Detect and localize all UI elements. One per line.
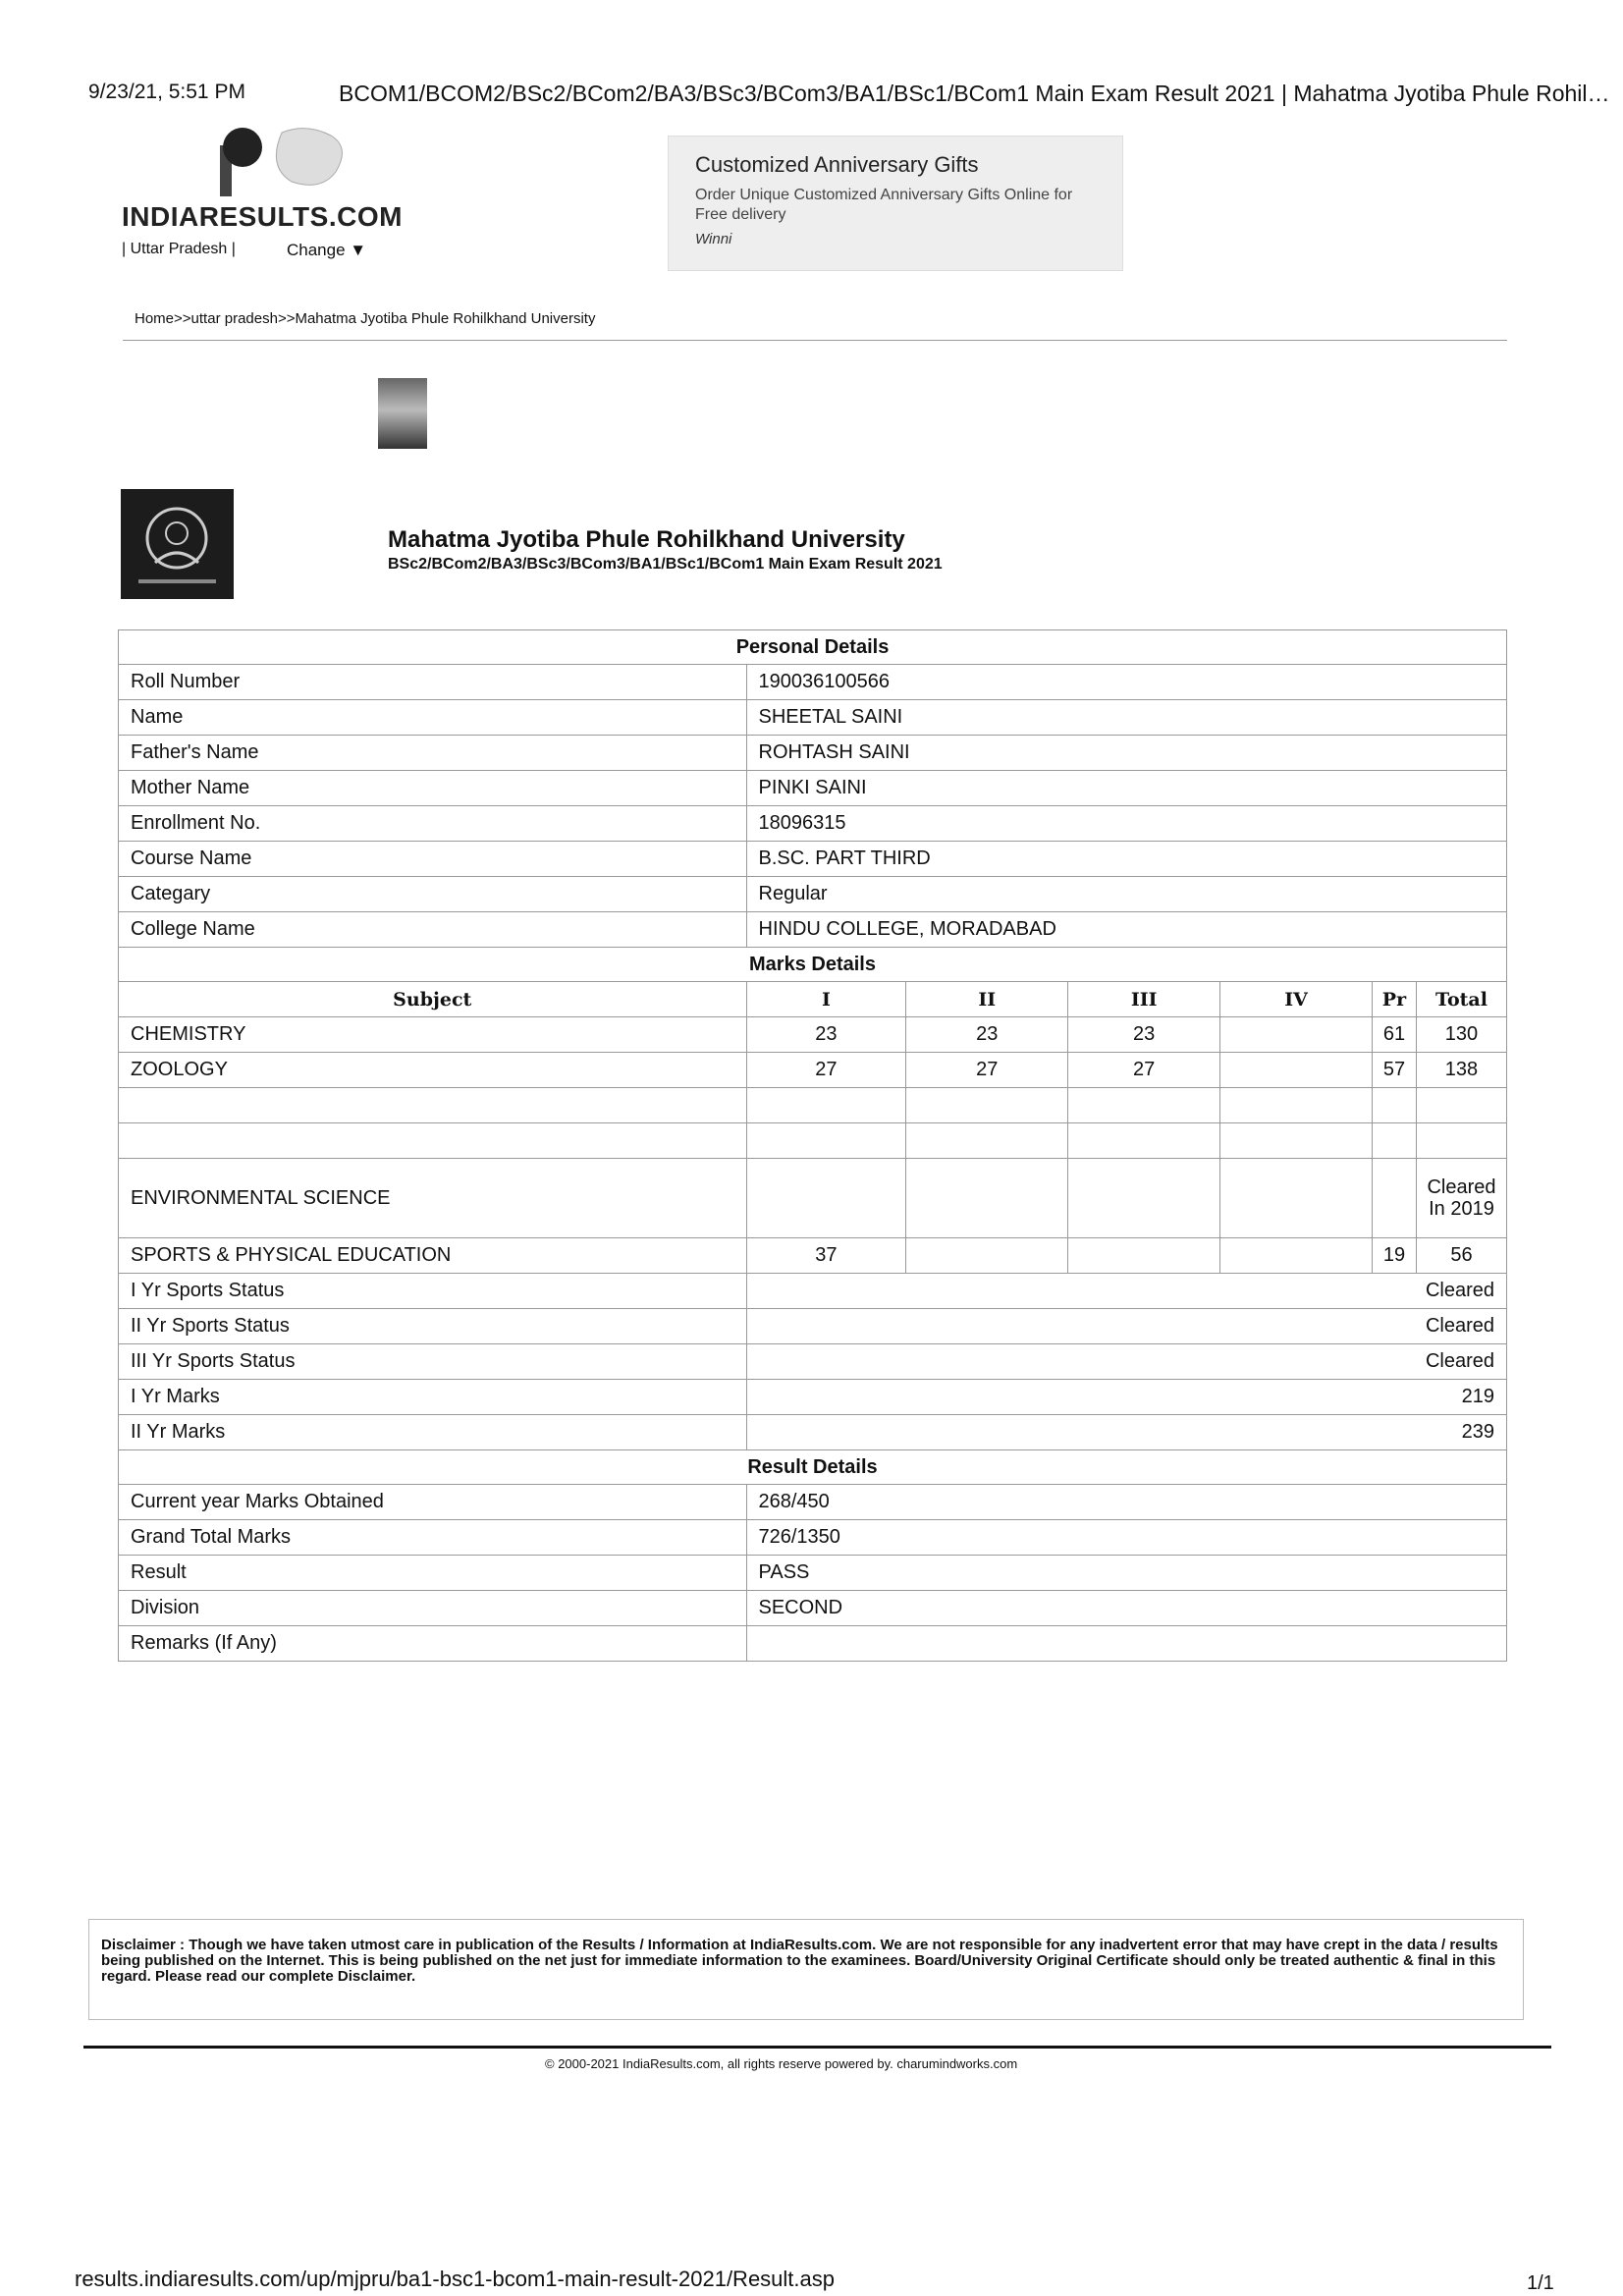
university-name: Mahatma Jyotiba Phule Rohilkhand University xyxy=(388,526,905,553)
total-cell xyxy=(1416,1088,1506,1123)
column-header: II xyxy=(906,982,1068,1017)
field-value: PASS xyxy=(746,1556,1507,1591)
subject-name xyxy=(119,1123,747,1159)
mark-cell: 19 xyxy=(1372,1238,1416,1274)
field-value: SECOND xyxy=(746,1591,1507,1626)
field-label: Name xyxy=(119,700,747,736)
mark-cell xyxy=(906,1088,1068,1123)
field-label: College Name xyxy=(119,912,747,948)
personal-row xyxy=(119,912,1507,948)
total-cell: 56 xyxy=(1416,1238,1506,1274)
personal-row xyxy=(119,700,1507,736)
mark-cell: 27 xyxy=(1068,1053,1220,1088)
result-row xyxy=(119,1485,1507,1520)
field-label: Grand Total Marks xyxy=(119,1520,747,1556)
mark-cell xyxy=(1220,1053,1373,1088)
field-value xyxy=(746,1626,1507,1662)
personal-row xyxy=(119,665,1507,700)
ad-text: Order Unique Customized Anniversary Gifts Online for Free delivery xyxy=(695,187,1073,223)
status-row xyxy=(119,1415,1507,1450)
state-label: | Uttar Pradesh | xyxy=(122,241,236,257)
status-row xyxy=(119,1380,1507,1415)
field-value: PINKI SAINI xyxy=(746,771,1507,806)
mark-cell xyxy=(1068,1159,1220,1238)
column-header: Subject xyxy=(119,982,747,1017)
result-row xyxy=(119,1626,1507,1662)
advertisement[interactable] xyxy=(668,136,1123,271)
mark-cell xyxy=(1220,1238,1373,1274)
field-label: Remarks (If Any) xyxy=(119,1626,747,1662)
field-label: I Yr Marks xyxy=(119,1380,747,1415)
mark-cell xyxy=(906,1159,1068,1238)
subject-row xyxy=(119,1088,1507,1123)
breadcrumb xyxy=(135,310,595,327)
field-value: Regular xyxy=(746,877,1507,912)
mark-cell xyxy=(1068,1238,1220,1274)
total-cell: Cleared In 2019 xyxy=(1416,1159,1506,1238)
subject-name xyxy=(119,1088,747,1123)
logo-text: INDIARESULTS.COM xyxy=(122,201,403,232)
field-label: Division xyxy=(119,1591,747,1626)
subject-row xyxy=(119,1123,1507,1159)
divider xyxy=(123,340,1507,341)
breadcrumb-separator: >> xyxy=(277,310,296,327)
subject-name: ENVIRONMENTAL SCIENCE xyxy=(119,1159,747,1238)
field-label: Current year Marks Obtained xyxy=(119,1485,747,1520)
field-label: Father's Name xyxy=(119,736,747,771)
result-row xyxy=(119,1556,1507,1591)
mark-cell: 23 xyxy=(1068,1017,1220,1053)
personal-row xyxy=(119,736,1507,771)
field-label: II Yr Sports Status xyxy=(119,1309,747,1344)
field-value: 18096315 xyxy=(746,806,1507,842)
total-cell: 130 xyxy=(1416,1017,1506,1053)
print-page-title: BCOM1/BCOM2/BSc2/BCom2/BA3/BSc3/BCom3/BA1/BSc1/BCom1 Main Exam Result 2021 | Mahatma Jyotiba Phule Rohil… xyxy=(339,81,1610,106)
ad-brand: Winni xyxy=(695,231,732,247)
mark-cell xyxy=(1372,1159,1416,1238)
field-value: HINDU COLLEGE, MORADABAD xyxy=(746,912,1507,948)
field-label: Enrollment No. xyxy=(119,806,747,842)
mark-cell xyxy=(1372,1123,1416,1159)
mark-cell xyxy=(1220,1159,1373,1238)
marks-header-row xyxy=(119,982,1507,1017)
mark-cell: 37 xyxy=(746,1238,906,1274)
mark-cell xyxy=(906,1238,1068,1274)
subject-name: SPORTS & PHYSICAL EDUCATION xyxy=(119,1238,747,1274)
subject-name: CHEMISTRY xyxy=(119,1017,747,1053)
personal-details-heading: Personal Details xyxy=(119,630,1507,665)
subject-row xyxy=(119,1053,1507,1088)
disclaimer-box xyxy=(88,1919,1524,2020)
field-label: I Yr Sports Status xyxy=(119,1274,747,1309)
print-page-number: 1/1 xyxy=(1527,2272,1554,2294)
mark-cell xyxy=(746,1088,906,1123)
mark-cell xyxy=(1068,1088,1220,1123)
field-value: 268/450 xyxy=(746,1485,1507,1520)
print-date: 9/23/21, 5:51 PM xyxy=(88,81,245,103)
subject-row xyxy=(119,1017,1507,1053)
status-row xyxy=(119,1309,1507,1344)
change-state-link[interactable]: Change ▼ xyxy=(287,241,367,259)
personal-row xyxy=(119,771,1507,806)
field-label: II Yr Marks xyxy=(119,1415,747,1450)
field-value: B.SC. PART THIRD xyxy=(746,842,1507,877)
result-details-heading: Result Details xyxy=(119,1450,1507,1485)
personal-row xyxy=(119,842,1507,877)
mark-cell: 27 xyxy=(906,1053,1068,1088)
column-header: III xyxy=(1068,982,1220,1017)
column-header: Total xyxy=(1416,982,1506,1017)
total-cell xyxy=(1416,1123,1506,1159)
footer-divider xyxy=(83,2046,1551,2049)
subject-name: ZOOLOGY xyxy=(119,1053,747,1088)
exam-title: BSc2/BCom2/BA3/BSc3/BCom3/BA1/BSc1/BCom1 Main Exam Result 2021 xyxy=(388,556,943,573)
field-value: 726/1350 xyxy=(746,1520,1507,1556)
field-label: Mother Name xyxy=(119,771,747,806)
field-label: Roll Number xyxy=(119,665,747,700)
breadcrumb-university[interactable]: Mahatma Jyotiba Phule Rohilkhand University xyxy=(295,310,596,327)
mark-cell xyxy=(746,1159,906,1238)
result-row xyxy=(119,1520,1507,1556)
subject-row xyxy=(119,1238,1507,1274)
field-label: Course Name xyxy=(119,842,747,877)
mark-cell xyxy=(1372,1088,1416,1123)
personal-row xyxy=(119,877,1507,912)
mark-cell: 27 xyxy=(746,1053,906,1088)
status-row xyxy=(119,1274,1507,1309)
column-header: I xyxy=(746,982,906,1017)
breadcrumb-home[interactable]: Home xyxy=(135,310,175,327)
mark-cell xyxy=(1220,1123,1373,1159)
field-value: Cleared xyxy=(746,1274,1507,1309)
column-header: IV xyxy=(1220,982,1373,1017)
mark-cell xyxy=(1220,1088,1373,1123)
copyright[interactable]: © 2000-2021 IndiaResults.com, all rights reserve powered by. charumindworks.com xyxy=(545,2056,1018,2071)
breadcrumb-separator: >> xyxy=(174,310,191,327)
field-value: 239 xyxy=(746,1415,1507,1450)
mark-cell: 61 xyxy=(1372,1017,1416,1053)
field-value: Cleared xyxy=(746,1344,1507,1380)
print-url: results.indiaresults.com/up/mjpru/ba1-bsc1-bcom1-main-result-2021/Result.asp xyxy=(75,2267,835,2291)
mark-cell: 57 xyxy=(1372,1053,1416,1088)
mark-cell xyxy=(1068,1123,1220,1159)
field-label: Categary xyxy=(119,877,747,912)
university-emblem-icon xyxy=(121,489,234,599)
mark-cell: 23 xyxy=(906,1017,1068,1053)
marks-details-heading: Marks Details xyxy=(119,948,1507,982)
ad-title[interactable]: Customized Anniversary Gifts xyxy=(695,152,979,177)
disclaimer-text[interactable]: Disclaimer : Though we have taken utmost care in publication of the Results / Information at IndiaResults.com. We are not responsible for any inadvertent error that may have crept in the data / results being published on the Internet. This is being published on the net just for immediate information to the examinees. Board/University Original Certificate should only be treated authentic & final in this regard. Please read our complete Disclaimer. xyxy=(101,1937,1498,1985)
field-label: Result xyxy=(119,1556,747,1591)
mark-cell xyxy=(746,1123,906,1159)
personal-row xyxy=(119,806,1507,842)
subject-row xyxy=(119,1159,1507,1238)
breadcrumb-state[interactable]: uttar pradesh xyxy=(190,310,278,327)
field-value: ROHTASH SAINI xyxy=(746,736,1507,771)
status-row xyxy=(119,1344,1507,1380)
field-value: SHEETAL SAINI xyxy=(746,700,1507,736)
field-value: 190036100566 xyxy=(746,665,1507,700)
field-value: 219 xyxy=(746,1380,1507,1415)
mark-cell xyxy=(906,1123,1068,1159)
result-table xyxy=(118,629,1507,1662)
result-row xyxy=(119,1591,1507,1626)
total-cell: 138 xyxy=(1416,1053,1506,1088)
mark-cell xyxy=(1220,1017,1373,1053)
field-value: Cleared xyxy=(746,1309,1507,1344)
column-header: Pr xyxy=(1372,982,1416,1017)
mark-cell: 23 xyxy=(746,1017,906,1053)
thumbnail-image xyxy=(378,378,427,449)
field-label: III Yr Sports Status xyxy=(119,1344,747,1380)
